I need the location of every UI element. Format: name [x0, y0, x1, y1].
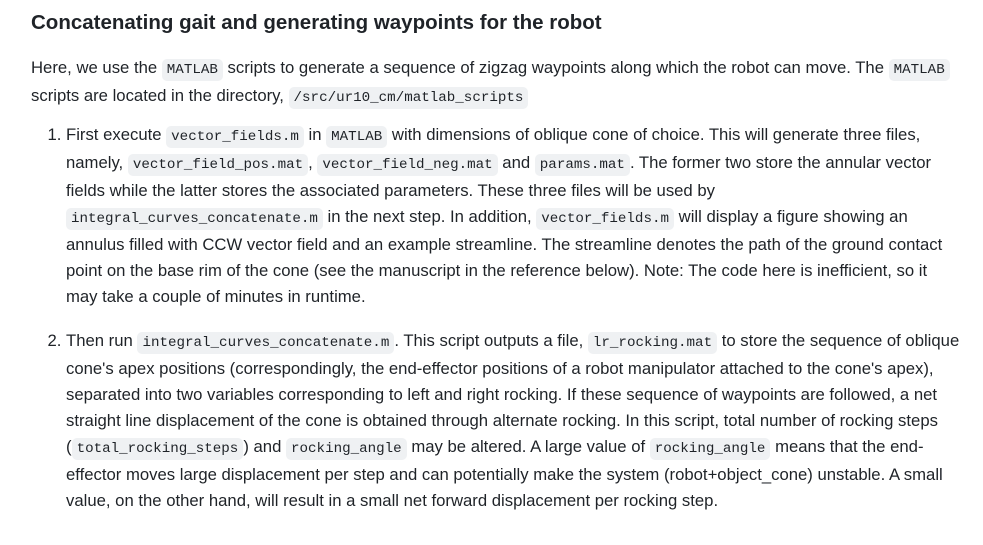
inline-code: rocking_angle: [650, 438, 771, 460]
inline-code: vector_fields.m: [166, 126, 304, 148]
step-item: [66, 122, 961, 310]
step-text: Then run: [66, 331, 138, 350]
inline-code: vector_field_neg.mat: [317, 154, 497, 176]
intro-text: Here, we use the: [31, 58, 162, 77]
step-text: means that the end-effector moves large displacement per step and can potentially make the system (robot+object_cone) unstable. A small value, on the other hand, will result in a small net forward displacement per rocking step.: [66, 437, 943, 510]
inline-code: total_rocking_steps: [72, 438, 244, 460]
step-text: and: [497, 153, 535, 172]
step-text: will display a figure showing an annulus filled with CCW vector field and an example streamline. The streamline denotes the path of the ground contact point on the base rim of the cone (see the manuscript in the reference below). Note: The code here is inefficient, so it may take a couple of minutes in runtime.: [66, 207, 943, 306]
directory-path-code: /src/ur10_cm/matlab_scripts: [289, 87, 529, 109]
inline-code: MATLAB: [326, 126, 387, 148]
inline-code: MATLAB: [162, 59, 223, 81]
steps-list: [31, 122, 961, 532]
step-text: may be altered. A large value of: [406, 437, 650, 456]
inline-code: lr_rocking.mat: [588, 332, 717, 354]
intro-text: scripts to generate a sequence of zigzag waypoints along which the robot can move. The: [222, 58, 889, 77]
step-text: to store the sequence of oblique cone's apex positions (correspondingly, the end-effector positions of a robot manipulator attached to the cone's apex), separated into two variables corresponding to left and right rocking. If these sequence of waypoints are followed, a net straight line displacement of the cone is obtained through alternate rocking. In this script, total number of rocking steps (: [66, 331, 960, 456]
inline-code: integral_curves_concatenate.m: [137, 332, 394, 354]
step-text: . The former two store the annular vector fields while the latter stores the associated parameters. These three files will be used by: [66, 153, 932, 200]
step-text: in: [303, 125, 327, 144]
step-text: First execute: [66, 125, 167, 144]
inline-code: vector_field_pos.mat: [128, 154, 308, 176]
step-item: [66, 328, 961, 514]
inline-code: rocking_angle: [286, 438, 407, 460]
inline-code: integral_curves_concatenate.m: [66, 208, 323, 230]
step-text: ,: [308, 153, 318, 172]
inline-code: MATLAB: [889, 59, 950, 81]
intro-paragraph: [31, 55, 961, 111]
inline-code: vector_fields.m: [536, 208, 674, 230]
step-text: with dimensions of oblique cone of choice. This will generate three files, namely,: [66, 125, 921, 172]
inline-code: params.mat: [535, 154, 630, 176]
intro-text: scripts are located in the directory,: [31, 86, 289, 105]
section-heading: Concatenating gait and generating waypoints for the robot: [31, 11, 602, 34]
step-text: ) and: [243, 437, 287, 456]
step-text: in the next step. In addition,: [322, 207, 537, 226]
step-text: . This script outputs a file,: [394, 331, 588, 350]
